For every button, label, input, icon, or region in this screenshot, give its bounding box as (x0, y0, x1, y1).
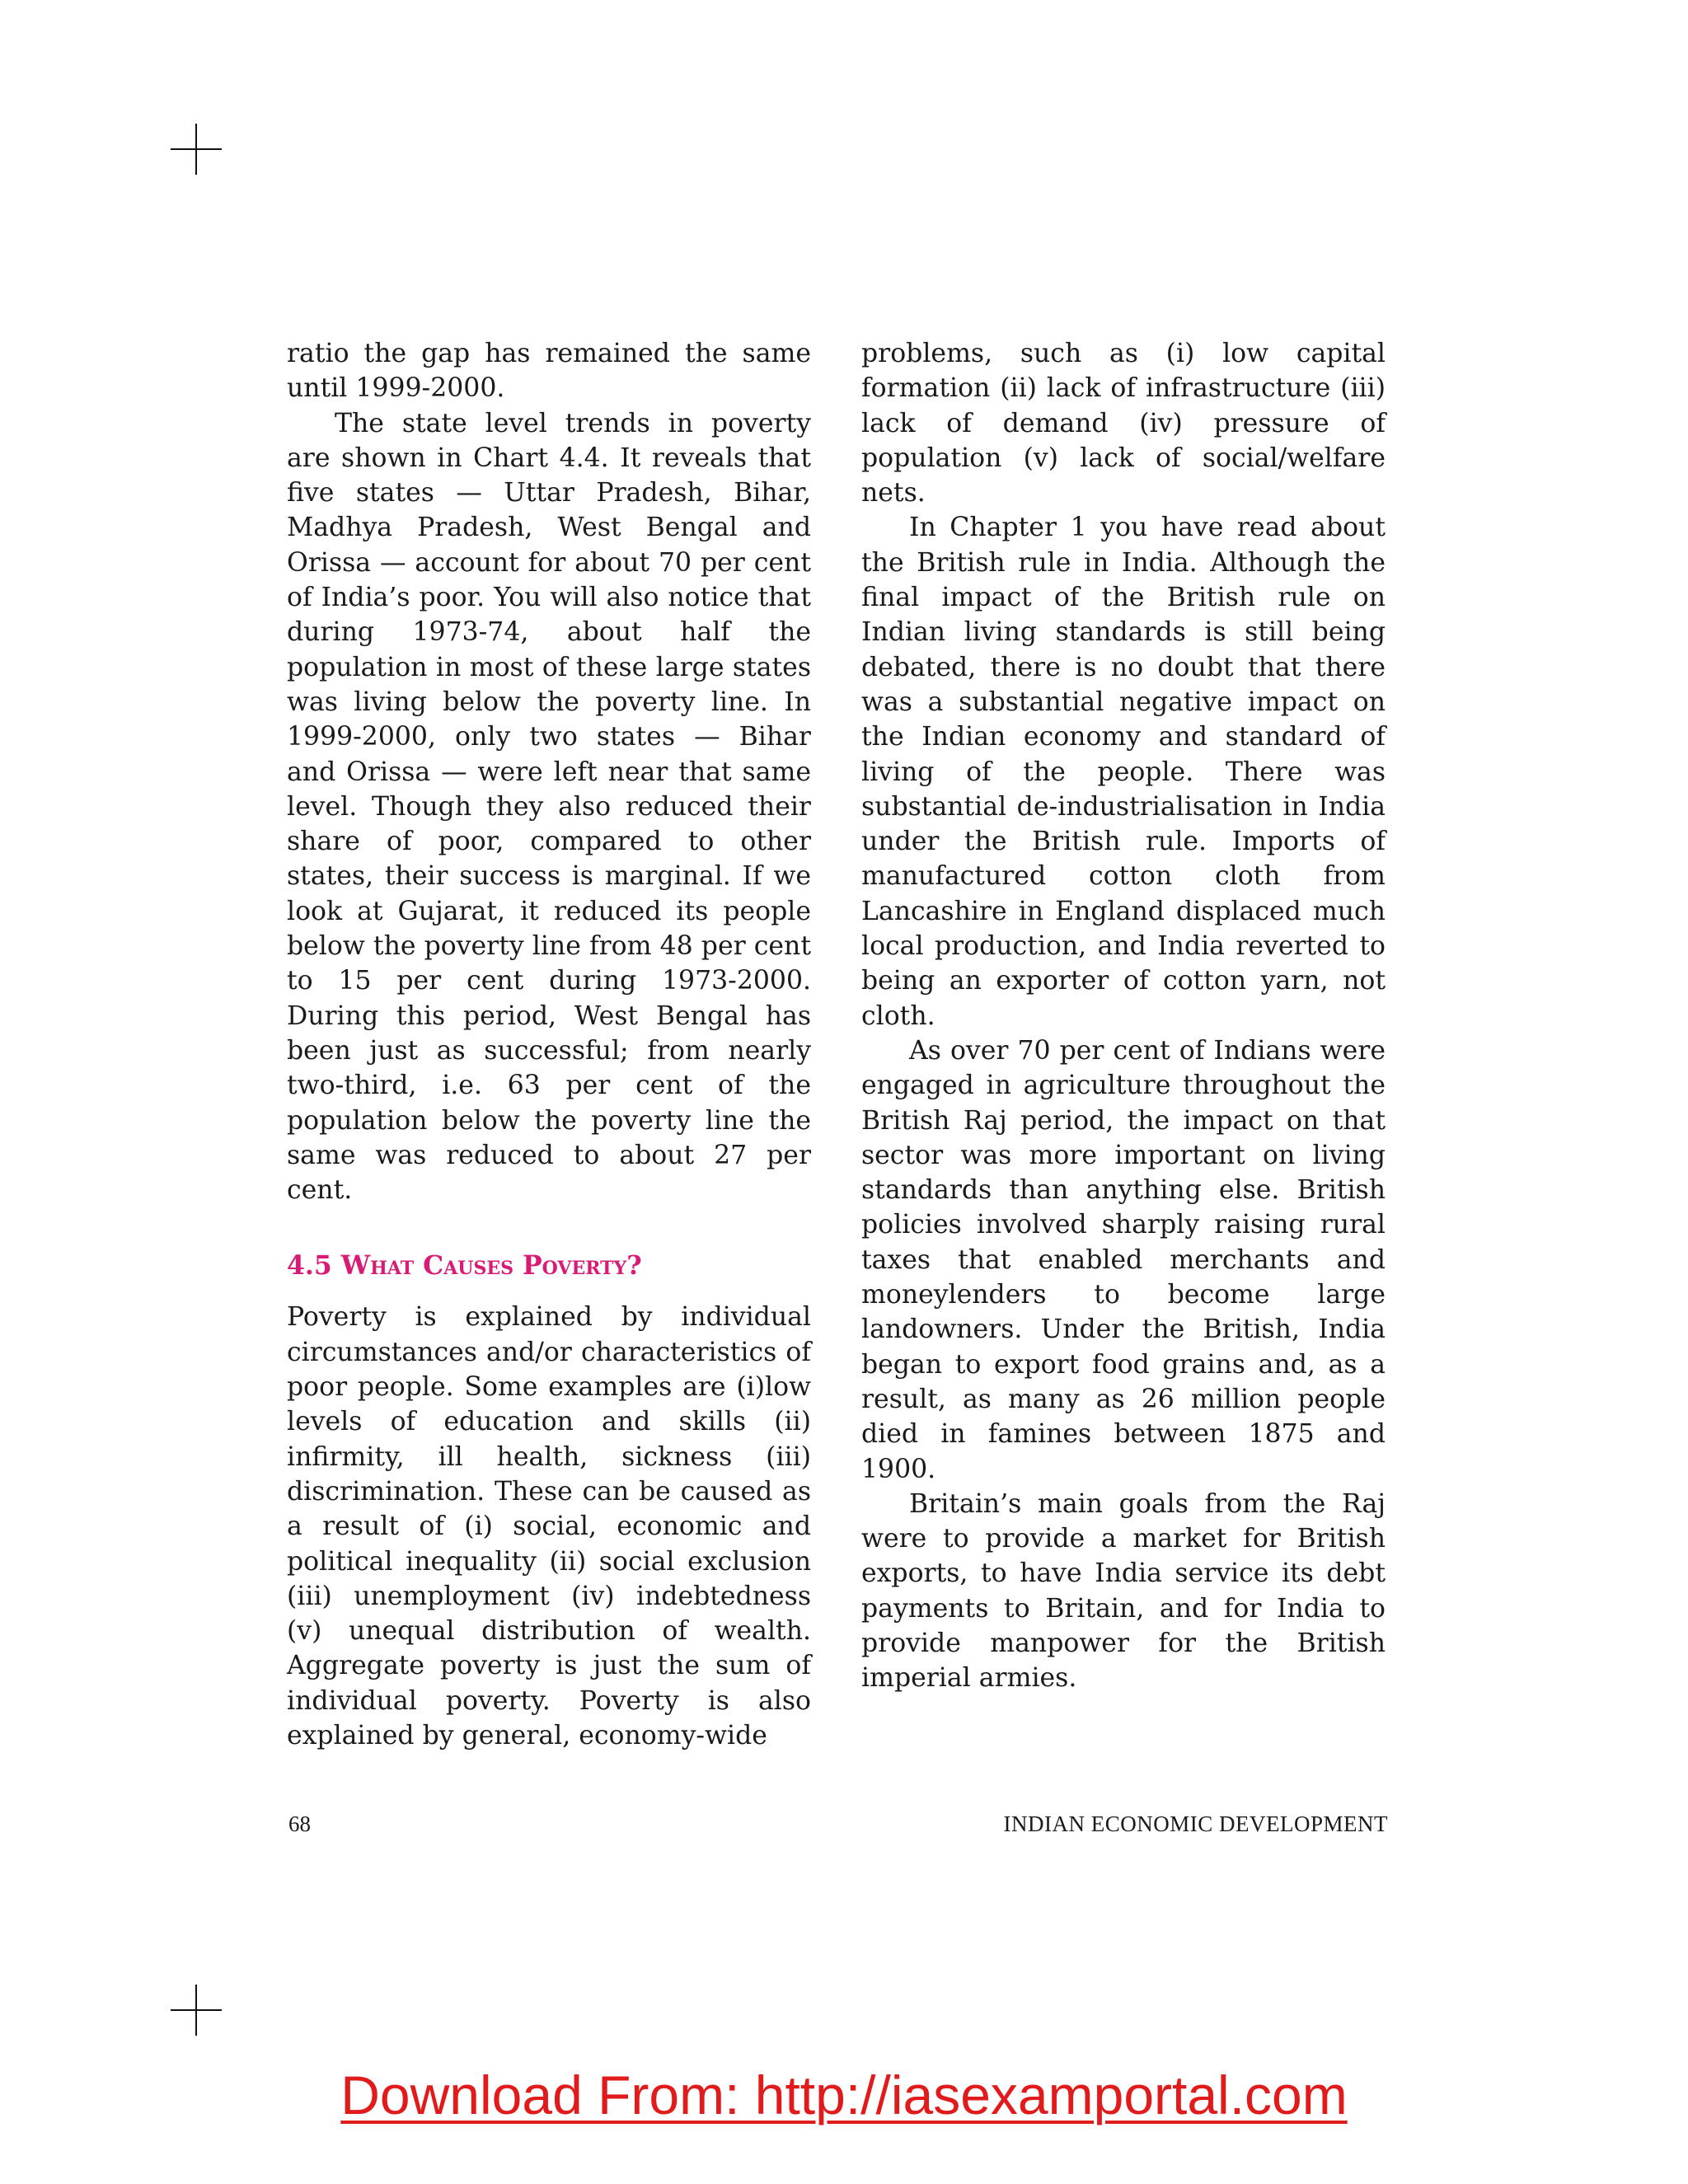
right-paragraph-4: Britain’s main goals from the Raj were to provide a market for British exports, to have India service its debt payments to Britain, and for India to provide manpower for the British imperial armies. (861, 1488, 1386, 1694)
right-column (861, 336, 1386, 1696)
right-paragraph-3: As over 70 per cent of Indians were engaged in agriculture throughout the British Raj period, the impact on that sector was more important on living standards than anything else. British policies involved sharply raising rural taxes that enabled merchants and moneylenders to become large landowners. Under the British, India began to export food grains and, as a result, as many as 26 million people died in famines between 1875 and 1900. (861, 1035, 1386, 1484)
right-paragraph-1: problems, such as (i) low capital formation (ii) lack of infrastructure (iii) lack of demand (iv) pressure of population (v) lack of social/welfare nets. (861, 339, 1386, 509)
left-paragraph-2: The state level trends in poverty are shown in Chart 4.4. It reveals that five states — Uttar Pradesh, Bihar, Madhya Pradesh, West Bengal and Orissa — account for about 70 per cent of India’s poor. You will also notice that during 1973-74, about half the population in most of these large states was living below the poverty line. In 1999-2000, only two states — Bihar and Orissa — were left near that same level. Though they also reduced their share of poor, compared to other states, their success is marginal. If we look at Gujarat, it reduced its people below the poverty line from 48 per cent to 15 per cent during 1973-2000. During this period, West Bengal has been just as successful; from nearly two-third, i.e. 63 per cent of the population below the poverty line the same was reduced to about 27 per cent. (287, 408, 811, 1206)
section-heading: 4.5 What Causes Poverty? (287, 1250, 642, 1282)
left-column (287, 336, 811, 1753)
left-paragraph-3: Poverty is explained by individual circumstances and/or characteristics of poor people. Some examples are (i)low levels of education and skills (ii) infirmity, ill health, sickness (iii) discrimination. These can be caused as a result of (i) social, economic and political inequality (ii) social exclusion (iii) unemployment (iv) indebtedness (v) unequal distribution of wealth. Aggregate poverty is just the sum of individual poverty. Poverty is also explained by general, economy-wide (287, 1302, 811, 1750)
right-paragraph-2: In Chapter 1 you have read about the British rule in India. Although the final impact of the British rule on Indian living standards is still being debated, there is no doubt that there was a substantial negative impact on the Indian economy and standard of living of the people. There was substantial de-industrialisation in India under the British rule. Imports of manufactured cotton cloth from Lancashire in England displaced much local production, and India reverted to being an exporter of cotton yarn, not cloth. (861, 513, 1386, 1031)
crop-mark-top (171, 124, 222, 175)
download-link[interactable]: Download From: http://iasexamportal.com (340, 2064, 1348, 2125)
left-paragraph-1: ratio the gap has remained the same until 1999-2000. (287, 339, 811, 404)
page-number: 68 (288, 1811, 311, 1836)
crop-mark-bottom (171, 1985, 222, 2036)
running-title: INDIAN ECONOMIC DEVELOPMENT (1003, 1811, 1388, 1836)
